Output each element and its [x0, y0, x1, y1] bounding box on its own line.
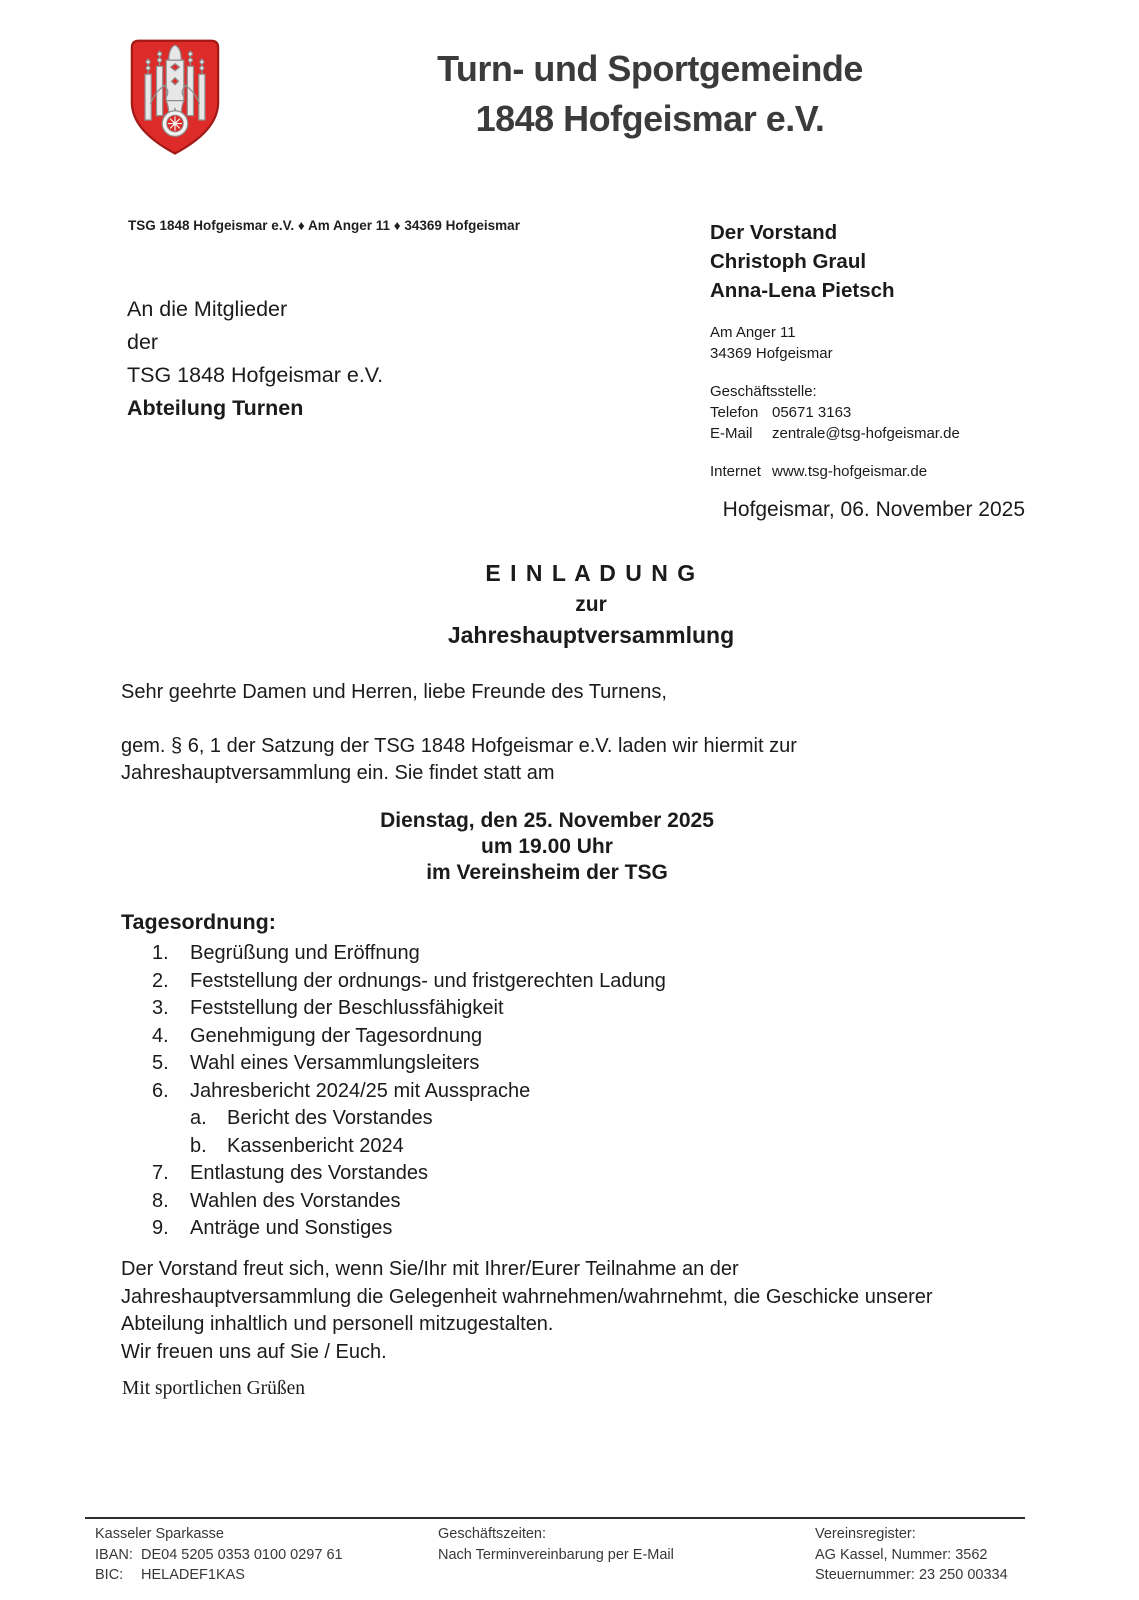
- agenda-marker: 1.: [152, 942, 169, 964]
- agenda-list: [121, 940, 1025, 1243]
- agenda-marker: b.: [190, 1134, 207, 1157]
- closing-line: Jahreshauptversammlung die Gelegenheit wahrnehmen/wahrnehmt, die Geschicke unserer: [121, 1285, 933, 1308]
- phone-number: 05671 3163: [772, 404, 852, 421]
- agenda-text: Genehmigung der Tagesordnung: [190, 1024, 483, 1047]
- signoff: Mit sportlichen Grüßen: [122, 1378, 306, 1399]
- footer-register-column: [815, 1524, 1008, 1586]
- agenda-text: Feststellung der Beschlussfähigkeit: [190, 997, 504, 1019]
- recipient-department: Abteilung Turnen: [127, 396, 304, 420]
- board-names: [710, 218, 1040, 305]
- club-crest-icon: [130, 39, 220, 157]
- bic-label: BIC:: [95, 1567, 124, 1583]
- invitation-event: Jahreshauptversammlung: [447, 622, 735, 648]
- agenda-text: Begrüßung und Eröffnung: [190, 942, 420, 964]
- org-title-line1: Turn- und Sportgemeinde: [437, 48, 863, 89]
- agenda-item: [121, 995, 1025, 1023]
- recipient-line: der: [127, 330, 159, 354]
- closing-line: Wir freuen uns auf Sie / Euch.: [121, 1340, 387, 1363]
- agenda-text: Entlastung des Vorstandes: [190, 1162, 428, 1184]
- meeting-time: um 19.00 Uhr: [481, 835, 613, 858]
- invitation-word: E I N L A D U N G: [485, 560, 697, 586]
- sender-return-address: TSG 1848 Hofgeismar e.V. ♦ Am Anger 11 ♦ 34369 Hofgeismar: [128, 218, 520, 233]
- hours-value: Nach Terminvereinbarung per E-Mail: [438, 1546, 674, 1563]
- agenda-item: [121, 1188, 1025, 1216]
- register-heading: Vereinsregister:: [815, 1526, 916, 1542]
- iban-label: IBAN:: [95, 1546, 133, 1563]
- board-member: Anna-Lena Pietsch: [710, 279, 895, 302]
- intro-line: gem. § 6, 1 der Satzung der TSG 1848 Hofgeismar e.V. laden wir hiermit zur: [121, 735, 797, 757]
- agenda-item: [121, 1050, 1025, 1078]
- intro-line: Jahreshauptversammlung ein. Sie findet statt am: [121, 762, 555, 784]
- footer-bank-column: [95, 1524, 343, 1586]
- intro-paragraph: [121, 733, 797, 787]
- agenda-text: Anträge und Sonstiges: [190, 1217, 393, 1239]
- office-street: Am Anger 11: [710, 324, 796, 341]
- agenda-item: [121, 940, 1025, 968]
- closing-paragraph: [121, 1256, 933, 1366]
- agenda-subitem: [121, 1133, 1025, 1161]
- office-address: [710, 322, 1040, 364]
- agenda-marker: 4.: [152, 1024, 169, 1047]
- closing-line: Abteilung inhaltlich und personell mitzugestalten.: [121, 1313, 554, 1335]
- agenda-item: [121, 1023, 1025, 1051]
- agenda-marker: 6.: [152, 1079, 169, 1102]
- agenda-marker: a.: [190, 1107, 207, 1129]
- board-member: Christoph Graul: [710, 250, 867, 273]
- internet-label: Internet: [710, 463, 761, 480]
- bic-row: [95, 1565, 343, 1586]
- meeting-date: Dienstag, den 25. November 2025: [380, 809, 714, 832]
- meeting-details: [95, 808, 999, 886]
- agenda-heading: Tagesordnung:: [121, 910, 276, 934]
- agenda-marker: 2.: [152, 969, 169, 992]
- website-url: www.tsg-hofgeismar.de: [772, 463, 928, 480]
- agenda-marker: 3.: [152, 997, 169, 1019]
- agenda-item: [121, 1160, 1025, 1188]
- agenda-text: Kassenbericht 2024: [227, 1134, 404, 1157]
- agenda-marker: 5.: [152, 1052, 169, 1074]
- org-title: [300, 44, 1000, 144]
- internet-row: [710, 461, 1040, 482]
- email-row: [710, 423, 1040, 444]
- iban-value: DE04 5205 0353 0100 0297 61: [141, 1546, 343, 1563]
- tax-number: Steuernummer: 23 250 00334: [815, 1567, 1008, 1583]
- invitation-heading: [139, 558, 1043, 651]
- email-address: zentrale@tsg-hofgeismar.de: [772, 425, 960, 442]
- agenda-item: [121, 1215, 1025, 1243]
- recipient-line: An die Mitglieder: [127, 297, 288, 321]
- contact-block: [710, 218, 1040, 482]
- recipient-line: TSG 1848 Hofgeismar e.V.: [127, 363, 384, 387]
- register-value: AG Kassel, Nummer: 3562: [815, 1546, 988, 1563]
- salutation: Sehr geehrte Damen und Herren, liebe Freunde des Turnens,: [121, 681, 667, 703]
- agenda-text: Bericht des Vorstandes: [227, 1107, 433, 1129]
- agenda-text: Jahresbericht 2024/25 mit Aussprache: [190, 1079, 531, 1102]
- agenda-text: Wahlen des Vorstandes: [190, 1189, 401, 1212]
- recipient-address: [127, 293, 383, 425]
- meeting-place: im Vereinsheim der TSG: [426, 861, 668, 884]
- agenda-marker: 8.: [152, 1189, 169, 1212]
- agenda-text: Wahl eines Versammlungsleiters: [190, 1052, 480, 1074]
- footer-divider: [85, 1517, 1025, 1519]
- phone-row: [710, 402, 1040, 423]
- office-contact: [710, 381, 1040, 444]
- email-label: E-Mail: [710, 425, 753, 442]
- office-heading: Geschäftsstelle:: [710, 383, 817, 400]
- hours-heading: Geschäftszeiten:: [438, 1526, 546, 1542]
- bic-value: HELADEF1KAS: [141, 1567, 245, 1583]
- agenda-marker: 7.: [152, 1162, 169, 1184]
- invitation-zur: zur: [575, 593, 607, 616]
- board-title: Der Vorstand: [710, 221, 838, 244]
- agenda-text: Feststellung der ordnungs- und fristgerechten Ladung: [190, 969, 666, 992]
- agenda-subitem: [121, 1105, 1025, 1133]
- phone-label: Telefon: [710, 404, 759, 421]
- office-city: 34369 Hofgeismar: [710, 345, 833, 362]
- iban-row: [95, 1545, 343, 1566]
- bank-name: Kasseler Sparkasse: [95, 1526, 224, 1542]
- footer-hours-column: [438, 1524, 674, 1565]
- closing-line: Der Vorstand freut sich, wenn Sie/Ihr mit Ihrer/Eurer Teilnahme an der: [121, 1258, 739, 1280]
- agenda-item: [121, 1078, 1025, 1106]
- place-date-line: Hofgeismar, 06. November 2025: [722, 498, 1025, 521]
- agenda-marker: 9.: [152, 1217, 169, 1239]
- org-title-line2: 1848 Hofgeismar e.V.: [475, 98, 825, 139]
- agenda-item: [121, 968, 1025, 996]
